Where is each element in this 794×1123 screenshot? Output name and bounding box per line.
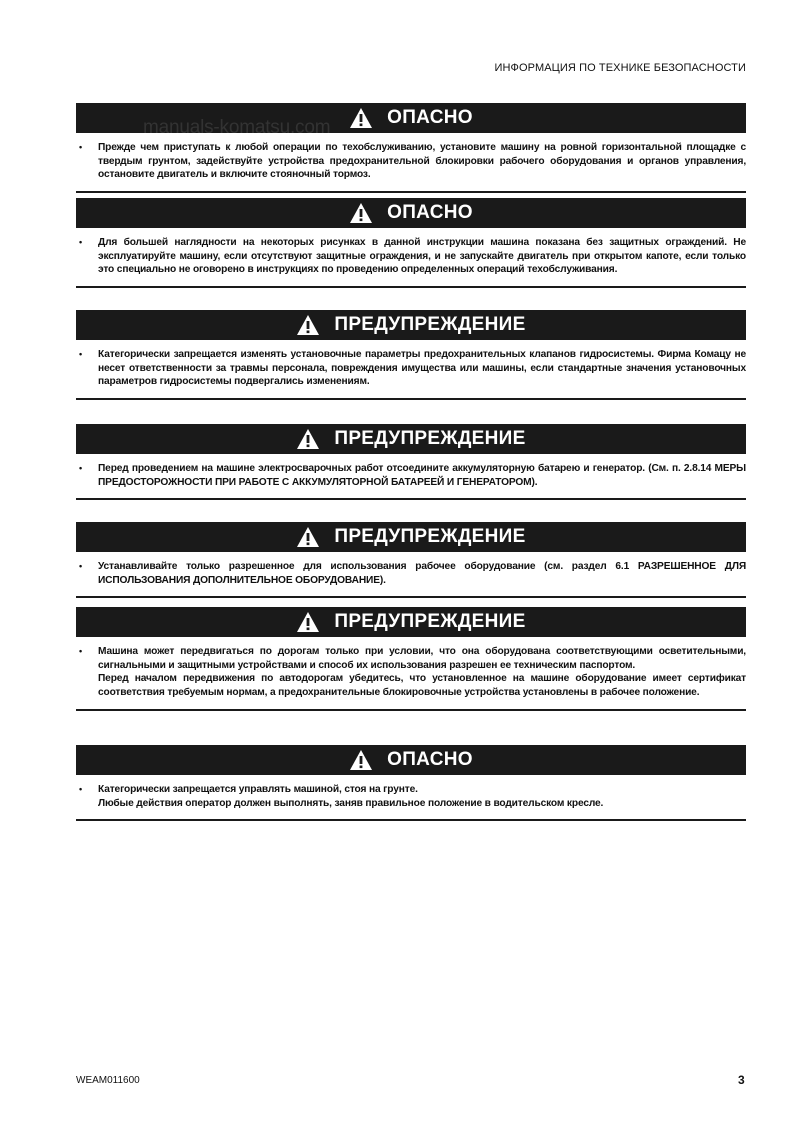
running-header: ИНФОРМАЦИЯ ПО ТЕХНИКЕ БЕЗОПАСНОСТИ [494, 62, 746, 74]
notice-text: Для большей наглядности на некоторых рисунках в данной инструкции машина показана без защитных ограждений. Не эксплуатируйте машину, если отсутствуют защитные ограждения, и не запускайте двигатель при открытом капоте, если только это специально не оговорено в инструкциях по проведению определенных операций техобслуживания. [98, 237, 746, 276]
safety-notice [76, 522, 746, 598]
warning-triangle-icon [296, 428, 320, 450]
safety-notice [76, 607, 746, 711]
divider [76, 709, 746, 711]
warning-triangle-icon [349, 107, 373, 129]
divider [76, 398, 746, 400]
bullet: • [79, 463, 83, 473]
safety-notice [76, 424, 746, 500]
notice-text: Любые действия оператор должен выполнять, заняв правильное положение в водительском кресле. [98, 797, 604, 809]
notice-banner [76, 198, 746, 228]
notice-text: Категорически запрещается изменять установочные параметры предохранительных клапанов гидросистемы. Фирма Комацу не несет ответственности за травмы персонала, повреждения имущества или машины, если стандартные значения установочных параметров гидросистемы подвергались изменениям. [98, 349, 746, 388]
divider [76, 498, 746, 500]
notice-label: ОПАСНО [387, 107, 473, 128]
bullet: • [79, 784, 83, 794]
warning-triangle-icon [349, 202, 373, 224]
notice-text: Устанавливайте только разрешенное для использования рабочее оборудование (см. раздел 6.1 РАЗРЕШЕННОЕ ДЛЯ ИСПОЛЬЗОВАНИЯ ДОПОЛНИТЕЛЬНОЕ ОБОРУДОВАНИЕ). [98, 561, 746, 586]
notice-label: ПРЕДУПРЕЖДЕНИЕ [334, 526, 526, 547]
warning-triangle-icon [296, 314, 320, 336]
notice-banner [76, 522, 746, 552]
divider [76, 286, 746, 288]
divider [76, 819, 746, 821]
notice-banner [76, 310, 746, 340]
safety-notice [76, 310, 746, 400]
notice-banner [76, 745, 746, 775]
notice-text: Перед проведением на машине электросварочных работ отсоедините аккумуляторную батарею и генератор. (См. п. 2.8.14 МЕРЫ ПРЕДОСТОРОЖНОСТИ ПРИ РАБОТЕ С АККУМУЛЯТОРНОЙ БАТАРЕЕЙ И ГЕНЕРАТОРОМ). [98, 463, 746, 488]
safety-notice [76, 198, 746, 288]
bullet: • [79, 237, 83, 247]
page-number: 3 [738, 1073, 745, 1087]
notice-label: ПРЕДУПРЕЖДЕНИЕ [334, 314, 526, 335]
notice-banner [76, 424, 746, 454]
bullet: • [79, 142, 83, 152]
divider [76, 191, 746, 193]
divider [76, 596, 746, 598]
notice-label: ПРЕДУПРЕЖДЕНИЕ [334, 428, 526, 449]
notice-label: ОПАСНО [387, 749, 473, 770]
notice-label: ПРЕДУПРЕЖДЕНИЕ [334, 611, 526, 632]
bullet: • [79, 561, 83, 571]
watermark: manuals-komatsu.com [143, 117, 331, 138]
warning-triangle-icon [296, 611, 320, 633]
document-code: WEAM011600 [76, 1075, 140, 1086]
notice-label: ОПАСНО [387, 202, 473, 223]
notice-text: Машина может передвигаться по дорогам только при условии, что она оборудована соответствующими осветительными, сигнальными и защитными устройствами и способ их использования разрешен ее техническим паспортом. [98, 646, 746, 671]
warning-triangle-icon [349, 749, 373, 771]
bullet: • [79, 646, 83, 656]
warning-triangle-icon [296, 526, 320, 548]
notice-text: Прежде чем приступать к любой операции по техобслуживанию, установите машину на ровной горизонтальной площадке с твердым грунтом, задействуйте устройства предохранительной блокировки рабочего оборудования и органов управления, остановите двигатель и включите стояночный тормоз. [98, 142, 746, 181]
notice-text: Категорически запрещается управлять машиной, стоя на грунте. [98, 784, 418, 795]
notice-text: Перед началом передвижения по автодорогам убедитесь, что установленное на машине оборудование имеет сертификат соответствия требуемым нормам, а предохранительные блокировочные устройства установлены в рабочее положение. [98, 673, 746, 699]
bullet: • [79, 349, 83, 359]
safety-notice [76, 745, 746, 821]
notice-banner [76, 607, 746, 637]
